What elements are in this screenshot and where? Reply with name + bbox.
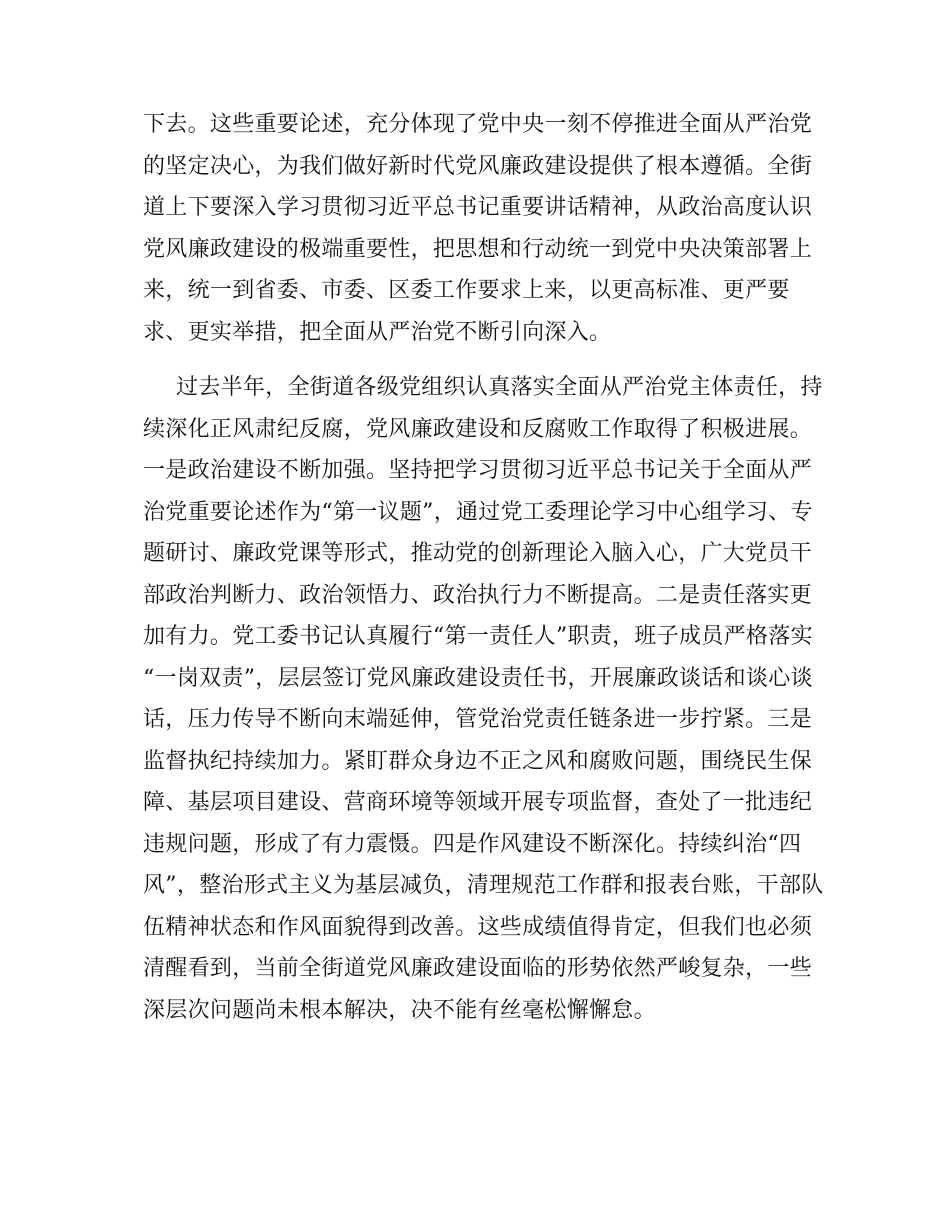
text-line: 治党重要论述作为“第一议题”，通过党工委理论学习中心组学习、专 (143, 499, 813, 525)
paragraph-1 (143, 104, 813, 353)
text-line: 伍精神状态和作风面貌得到改善。这些成绩值得肯定，但我们也必须 (143, 914, 813, 940)
text-line: 深层次问题尚未根本解决，决不能有丝毫松懈懈怠。 (143, 997, 656, 1023)
text-line: 障、基层项目建设、营商环境等领域开展专项监督，查处了一批违纪 (143, 790, 813, 815)
text-line: 题研讨、廉政党课等形式，推动党的创新理论入脑入心，广大党员干 (143, 541, 813, 566)
text-line: 来，统一到省委、市委、区委工作要求上来，以更高标准、更严要 (143, 278, 790, 303)
text-line: 清醒看到，当前全街道党风廉政建设面临的形势依然严峻复杂，一些 (143, 956, 813, 981)
text-line: 下去。这些重要论述，充分体现了党中央一刻不停推进全面从严治党 (143, 112, 813, 137)
text-line: 续深化正风肃纪反腐，党风廉政建设和反腐败工作取得了积极进展。 (143, 416, 813, 442)
text-line: 部政治判断力、政治领悟力、政治执行力不断提高。二是责任落实更 (143, 582, 813, 608)
text-line: 加有力。党工委书记认真履行“第一责任人”职责，班子成员严格落实 (143, 624, 813, 649)
text-line: 监督执纪持续加力。紧盯群众身边不正之风和腐败问题，围绕民生保 (143, 748, 813, 774)
text-line: 一是政治建设不断加强。坚持把学习贯彻习近平总书记关于全面从严 (143, 458, 813, 483)
text-line: 求、更实举措，把全面从严治党不断引向深入。 (143, 319, 612, 345)
document-page (143, 104, 824, 1031)
paragraph-spacer (143, 353, 808, 367)
text-line: 道上下要深入学习贯彻习近平总书记重要讲话精神，从政治高度认识 (143, 195, 813, 220)
text-line: 话，压力传导不断向末端延伸，管党治党责任链条进一步拧紧。三是 (143, 707, 813, 732)
text-line: 风”，整治形式主义为基层减负，清理规范工作群和报表台账，干部队 (143, 873, 824, 898)
text-line: 违规问题，形成了有力震慑。四是作风建设不断深化。持续纠治“四 (143, 831, 802, 857)
text-line-first: 过去半年，全街道各级党组织认真落实全面从严治党主体责任，持 (176, 375, 823, 400)
text-line: 党风廉政建设的极端重要性，把思想和行动统一到党中央决策部署上 (143, 236, 813, 262)
text-line: “一岗双责”，层层签订党风廉政建设责任书，开展廉政谈话和谈心谈 (143, 665, 813, 691)
text-line: 的坚定决心，为我们做好新时代党风廉政建设提供了根本遵循。全街 (143, 153, 813, 179)
paragraph-2 (143, 367, 824, 1031)
